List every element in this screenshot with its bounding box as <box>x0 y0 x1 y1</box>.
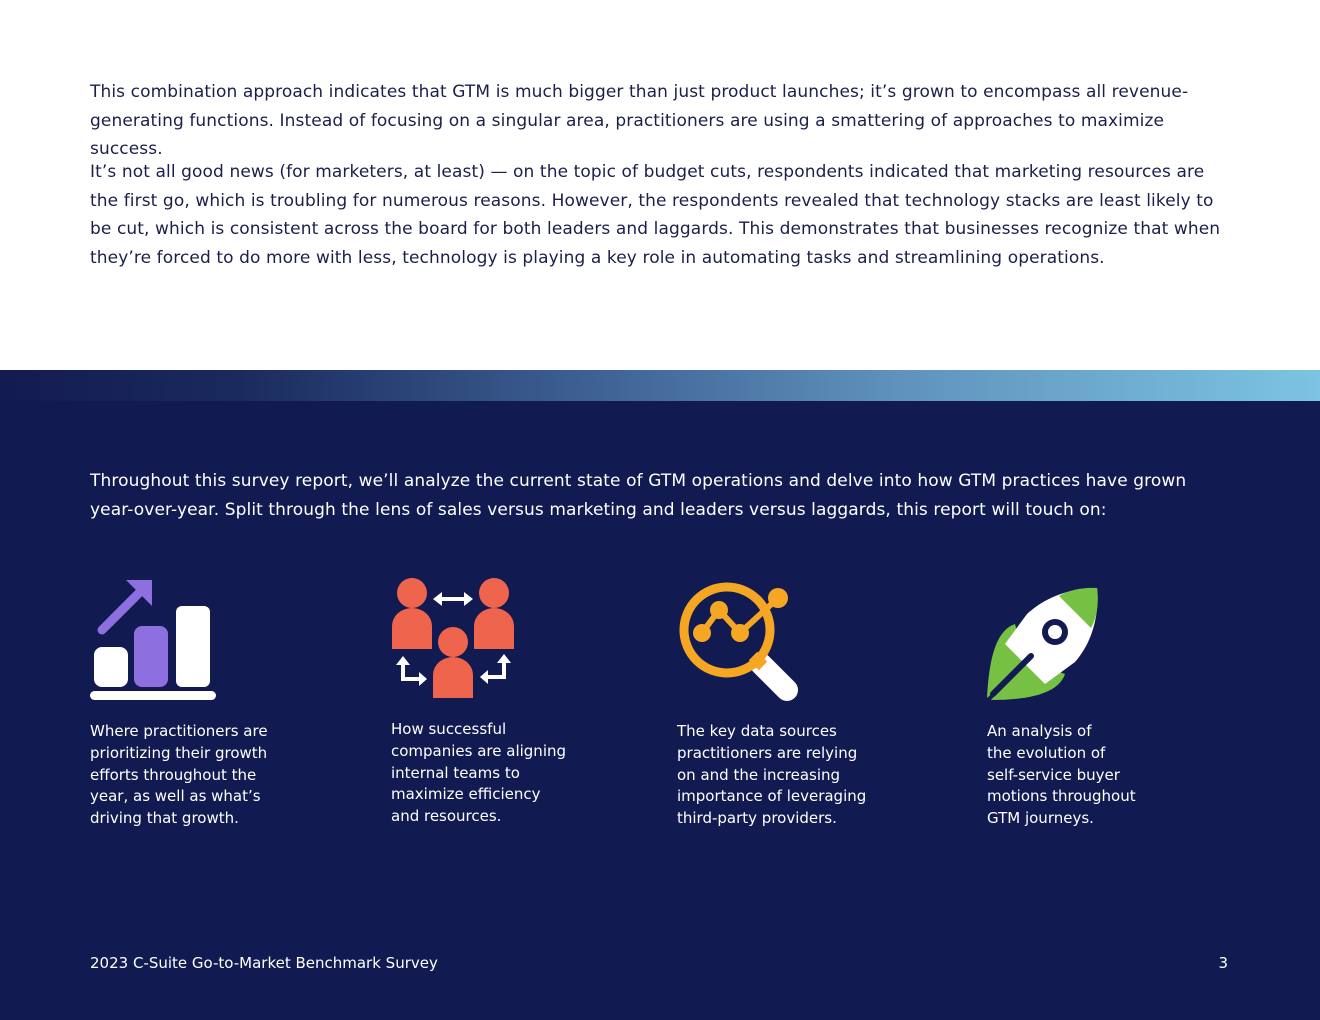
data-search-icon <box>675 578 801 702</box>
top-section <box>0 0 1320 370</box>
topic-caption-self-service: An analysis of the evolution of self-service buyer motions throughout GTM journeys. <box>987 722 1136 828</box>
body-paragraph-2: It’s not all good news (for marketers, at least) — on the topic of budget cuts, respondents indicated that marketing resources are the first go, which is troubling for numerous reasons. However, the respondents revealed that technology stacks are least likely to be cut, which is consistent across the board for both leaders and laggards. This demonstrates that businesses recognize that when they’re forced to do more with less, technology is playing a key role in automating tasks and streamlining operations. <box>90 162 1221 268</box>
gradient-divider <box>0 370 1320 401</box>
growth-chart-icon <box>88 578 218 702</box>
topic-caption-data-sources: The key data sources practitioners are relying on and the increasing importance of leveraging third-party providers. <box>677 722 867 828</box>
page-number: 3 <box>1218 954 1228 972</box>
topic-caption-growth: Where practitioners are prioritizing their growth efforts throughout the year, as well as what’s driving that growth. <box>90 722 268 828</box>
body-paragraph-1: This combination approach indicates that GTM is much bigger than just product launches; it’s grown to encompass all revenue-generating functions. Instead of focusing on a singular area, practitioners are using a smattering of approaches to maximize success. <box>90 82 1189 159</box>
topic-caption-alignment: How successful companies are aligning internal teams to maximize efficiency and resources. <box>391 720 567 826</box>
rocket-icon <box>985 586 1103 702</box>
intro-paragraph: Throughout this survey report, we’ll analyze the current state of GTM operations and delve into how GTM practices have grown year-over-year. Split through the lens of sales versus marketing and leaders versus laggards, this report will touch on: <box>90 471 1187 520</box>
footer-report-title: 2023 C-Suite Go-to-Market Benchmark Survey <box>90 954 438 972</box>
team-alignment-icon <box>390 576 516 700</box>
